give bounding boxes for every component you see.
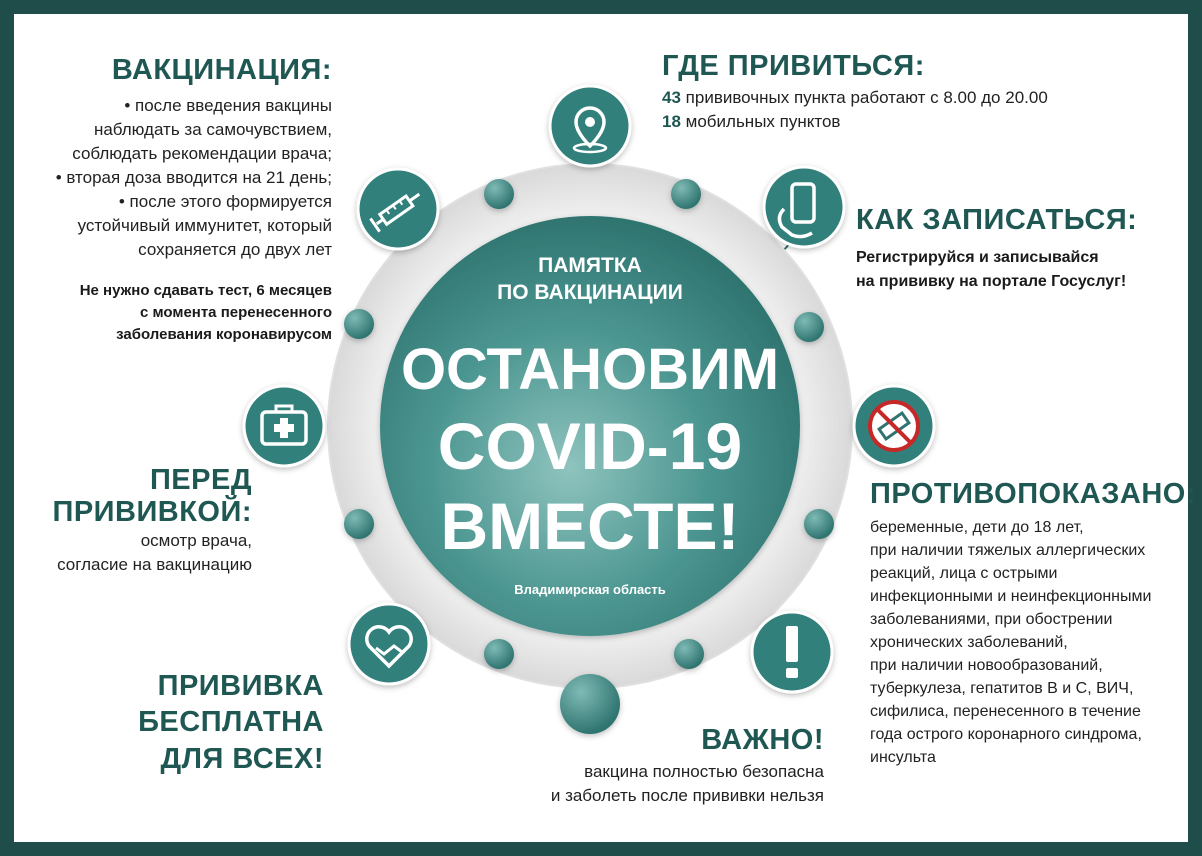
center-title-3: ВМЕСТЕ! <box>440 489 740 563</box>
contra-line: при наличии новообразований, <box>870 657 1103 675</box>
signup-block <box>856 204 1176 294</box>
where-line-1 <box>662 86 1122 110</box>
center-title-2: COVID-19 <box>437 409 743 483</box>
before-heading-2: ПРИВИВКОЙ: <box>52 496 252 529</box>
before-block <box>12 464 252 577</box>
where-text-2: мобильных пунктов <box>685 112 841 132</box>
location-pin-icon <box>550 86 630 166</box>
vaccination-line: • после этого формируется <box>118 192 332 212</box>
free-line: ПРИВИВКА <box>157 670 324 702</box>
vaccination-line: соблюдать рекомендации врача; <box>72 144 332 164</box>
before-line: осмотр врача, <box>140 530 252 550</box>
important-heading: ВАЖНО! <box>701 724 824 756</box>
where-heading: ГДЕ ПРИВИТЬСЯ: <box>662 50 925 82</box>
center-title-1: ОСТАНОВИМ <box>400 337 780 402</box>
vaccination-line: • вторая доза вводится на 21 день; <box>55 168 332 188</box>
signup-line: Регистрируйся и записывайся <box>856 249 1099 267</box>
center-subtitle-1: ПАМЯТКА <box>538 254 642 277</box>
contra-line: реакций, лица с острыми <box>870 565 1058 583</box>
contra-line: беременные, дети до 18 лет, <box>870 519 1084 537</box>
contra-line: инфекционными и неинфекционными <box>870 588 1152 606</box>
syringe-icon <box>358 169 438 249</box>
free-line: ДЛЯ ВСЕХ! <box>160 742 324 775</box>
vaccination-line: наблюдать за самочувствием, <box>93 120 332 140</box>
contra-text <box>870 516 1186 769</box>
where-num-2: 18 <box>662 112 681 132</box>
poster <box>14 14 1197 842</box>
where-text <box>662 86 1122 134</box>
exclamation-icon <box>752 612 832 692</box>
contra-line: туберкулеза, гепатитов В и С, ВИЧ, <box>870 680 1134 698</box>
before-text <box>12 529 252 577</box>
vaccination-line: устойчивый иммунитет, который <box>77 216 332 236</box>
important-line: вакцина полностью безопасна <box>584 762 824 782</box>
contra-line: года острого коронарного синдрома, <box>870 726 1142 744</box>
no-vaccine-icon <box>854 386 934 466</box>
signup-text <box>856 246 1176 294</box>
vaccination-note-line: заболевания коронавирусом <box>116 326 332 344</box>
contra-line: при наличии тяжелых аллергических <box>870 542 1146 560</box>
vaccination-heading: ВАКЦИНАЦИЯ: <box>111 54 332 86</box>
vaccination-line: • после введения вакцины <box>124 96 332 116</box>
contra-block <box>870 478 1197 769</box>
free-block <box>64 668 324 777</box>
contra-line: хронических заболеваний, <box>870 634 1068 652</box>
where-block <box>662 50 1122 134</box>
contra-line: сифилиса, перенесенного в течение <box>870 703 1141 721</box>
vaccination-text <box>2 94 332 262</box>
important-text <box>504 760 824 808</box>
vaccination-note-line: с момента перенесенного <box>139 304 332 322</box>
signup-heading: КАК ЗАПИСАТЬСЯ: <box>856 204 1138 236</box>
vaccination-note-line: Не нужно сдавать тест, 6 месяцев <box>79 282 332 300</box>
vaccination-line: сохраняется до двух лет <box>138 240 332 260</box>
center-region: Владимирская область <box>514 582 666 597</box>
center-subtitle-2: ПО ВАКЦИНАЦИИ <box>497 281 683 304</box>
before-line: согласие на вакцинацию <box>57 554 252 574</box>
contra-heading: ПРОТИВОПОКАЗАНО: <box>870 478 1197 510</box>
vaccination-note <box>2 280 332 346</box>
important-line: и заболеть после прививки нельзя <box>550 786 824 806</box>
free-line: БЕСПЛАТНА <box>138 706 324 739</box>
phone-hand-icon <box>764 167 844 247</box>
contra-line: инсульта <box>870 749 936 767</box>
important-block <box>504 724 824 808</box>
contra-line: заболеваниями, при обострении <box>870 611 1113 629</box>
where-text-1: прививочных пункта работают с 8.00 до 20.00 <box>685 88 1048 108</box>
first-aid-kit-icon <box>244 386 324 466</box>
where-line-2 <box>662 110 1122 134</box>
heart-handshake-icon <box>349 604 429 684</box>
vaccination-block <box>2 54 332 346</box>
where-num-1: 43 <box>662 88 681 108</box>
before-heading-1: ПЕРЕД <box>149 464 252 496</box>
signup-line: на прививку на портале Госуслуг! <box>856 273 1127 291</box>
